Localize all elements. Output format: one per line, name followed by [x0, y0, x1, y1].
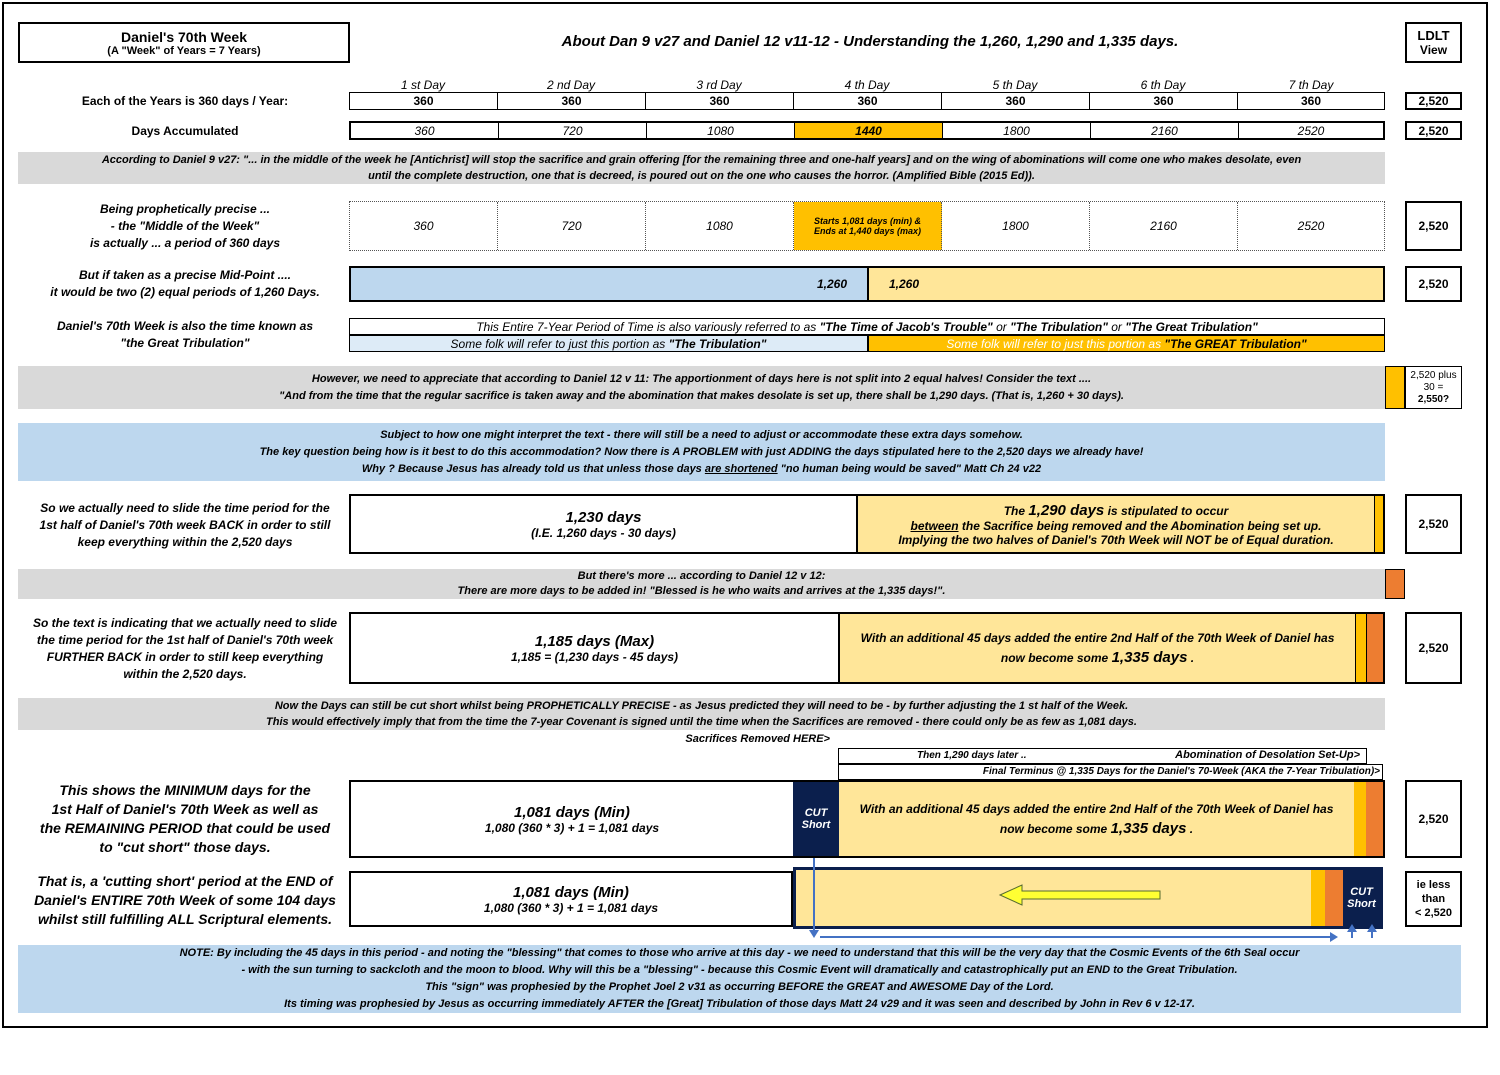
trib-left-b: "The Tribulation" — [668, 336, 767, 351]
slide2-r2b: 1,335 days — [1111, 649, 1188, 666]
minimum-r2b: 1,335 days — [1110, 820, 1187, 837]
precise-cell: 1080 — [646, 202, 794, 250]
precise-total: 2,520 — [1405, 201, 1462, 251]
day-header: 3 rd Day — [696, 78, 742, 92]
end-cut1: CUT — [1350, 886, 1373, 898]
midpoint-label1: But if taken as a precise Mid-Point .... — [78, 268, 292, 282]
minimum-label3: the REMAINING PERIOD that could be used — [39, 820, 331, 836]
note-line3: This "sign" was prophesied by the Prophet Joel 2 v31 as occurring BEFORE the GREAT and AWESOME Day of the Lord. — [425, 981, 1054, 993]
trib-full-d: "The Tribulation" — [1010, 319, 1108, 334]
cut-line1: Now the Days can still be cut short whilst being PROPHETICALLY PRECISE - as Jesus predicted they will need to be - by further adjusting the 1 st half of the Week. — [274, 700, 1129, 712]
end-left-big: 1,081 days (Min) — [513, 883, 629, 901]
year-cell: 360 — [794, 93, 942, 109]
slide1-r3: Implying the two halves of Daniel's 70th Week will NOT be of Equal duration. — [898, 532, 1334, 547]
precise-label2: - the "Middle of the Week" — [110, 218, 260, 233]
slide1-label2: 1st half of Daniel's 70th week BACK in order to still — [39, 517, 331, 532]
accum-cell: 360 — [351, 123, 499, 138]
minimum-left-small: 1,080 (360 * 3) + 1 = 1,081 days — [484, 820, 660, 835]
trib-label2: "the Great Tribulation" — [120, 336, 250, 350]
note-line1: NOTE: By including the 45 days in this period - and noting the "blessing" that comes to those who arrive at this day - we need to understand that this will be the very day that the Cosmic Events of the 6th Seal occur — [179, 947, 1300, 959]
slide2-r2c: . — [1187, 651, 1195, 665]
note-banner — [18, 945, 1461, 1013]
slide2-r1: With an additional 45 days added the entire 2nd Half of the 70th Week of Daniel has — [860, 631, 1335, 645]
year-cell: 360 — [498, 93, 646, 109]
year-cell: 360 — [350, 93, 498, 109]
slide1-r1a: The — [1003, 503, 1029, 518]
slide1-r1c: is stipulated to occur — [1104, 503, 1229, 518]
minimum-left-big: 1,081 days (Min) — [514, 803, 630, 821]
minimum-cut1: CUT — [804, 807, 828, 819]
subject-line3a: Why ? Because Jesus has already told us that unless those days — [361, 462, 705, 475]
dan1211-side3: 2,550? — [1417, 393, 1450, 405]
day-header: 4 th Day — [844, 78, 890, 92]
slide1-r2b: the Sacrifice being removed and the Abomination being set up. — [958, 518, 1322, 533]
trib-full-a: This Entire 7-Year Period of Time is also variously referred to as — [476, 319, 820, 334]
cut-line2: This would effectively imply that from the time the 7-year Covenant is signed until the time when the Sacrifices are removed - there could only be as few as 1,081 days. — [266, 716, 1137, 728]
up-arrow-left — [1347, 924, 1357, 938]
accum-cell: 1800 — [943, 123, 1091, 138]
trib-full-b: "The Time of Jacob's Trouble" — [819, 319, 993, 334]
ldlt-line2: View — [1419, 43, 1448, 57]
title-line2: (A "Week" of Years = 7 Years) — [107, 44, 261, 57]
day-header: 5 th Day — [992, 78, 1038, 92]
midpoint-right: 1,260 — [869, 268, 1383, 300]
midpoint-label2: it would be two (2) equal periods of 1,260 Days. — [50, 285, 320, 299]
end-label3: whilst still fulfilling ALL Scriptural elements. — [37, 910, 333, 927]
ldlt-line1: LDLT — [1417, 28, 1450, 43]
precise-mid1: Starts 1,081 days (min) & — [813, 216, 922, 226]
trib-label1: Daniel's 70th Week is also the time known as — [56, 319, 314, 333]
slide2-label2: the time period for the 1st half of Daniel's 70th week — [36, 633, 334, 647]
accum-cell: 2520 — [1297, 123, 1325, 138]
minimum-r2c: . — [1186, 822, 1194, 836]
end-label1: That is, a 'cutting short' period at the END of — [37, 872, 333, 889]
more-line1: But there's more ... according to Daniel 12 v 12: — [577, 570, 826, 582]
accum-cell: 2160 — [1091, 123, 1239, 138]
minimum-cut2: Short — [801, 819, 831, 831]
slide2-label1: So the text is indicating that we actually need to slide — [32, 616, 338, 630]
day-header: 7 th Day — [1288, 78, 1334, 92]
then1290-text: Then 1,290 days later .. — [917, 750, 1027, 761]
right-arrow — [820, 932, 1338, 942]
terminus-text: Final Terminus @ 1,335 Days for the Daniel's 70-Week (AKA the 7-Year Tribulation)> — [982, 766, 1380, 777]
accum-cell-highlight: 1440 — [795, 123, 943, 138]
end-left-small: 1,080 (360 * 3) + 1 = 1,081 days — [483, 900, 659, 915]
sacrifices-marker: Sacrifices Removed HERE> — [685, 733, 830, 745]
accum-cell: 1080 — [647, 123, 795, 138]
trib-full-f: "The Great Tribulation" — [1125, 319, 1258, 334]
main-title: About Dan 9 v27 and Daniel 12 v11-12 - Understanding the 1,260, 1,290 and 1,335 days. — [561, 33, 1179, 50]
minimum-r2a: now become some — [999, 822, 1111, 836]
slide1-left-big: 1,230 days — [565, 508, 642, 526]
end-label2: Daniel's ENTIRE 70th Week of some 104 days — [34, 891, 336, 908]
subject-line3c: "no human being would be saved" Matt Ch 24 v22 — [777, 462, 1042, 475]
trib-left-a: Some folk will refer to just this portion as — [450, 336, 669, 351]
end-side1: ie less — [1416, 879, 1451, 891]
slide2-label3: FURTHER BACK in order to still keep everything — [46, 650, 324, 664]
day-header: 1 st Day — [400, 78, 445, 92]
years-row-label: Each of the Years is 360 days / Year: — [81, 94, 289, 108]
slide2-r2a: now become some — [1000, 651, 1112, 665]
year-cell: 360 — [1300, 94, 1322, 108]
precise-mid2: Ends at 1,440 days (max) — [813, 226, 922, 236]
yellow-left-arrow — [1000, 885, 1160, 905]
note-line2: - with the sun turning to sackcloth and the moon to blood. Why will this be a "blessing" - because this Cosmic Event will dramatically and catastrophically put an END to the Great Tribulation. — [241, 964, 1238, 976]
down-arrow — [809, 858, 819, 938]
end-side2: than — [1421, 893, 1446, 905]
end-cut2: Short — [1347, 898, 1376, 910]
precise-cell: 2160 — [1090, 202, 1238, 250]
trib-right-b: "The GREAT Tribulation" — [1164, 336, 1307, 351]
dan1211-side1: 2,520 plus — [1410, 369, 1457, 381]
minimum-total: 2,520 — [1405, 780, 1462, 858]
precise-label1: Being prophetically precise ... — [99, 201, 271, 216]
slide1-label3: keep everything within the 2,520 days — [77, 534, 293, 549]
slide1-left-small: (I.E. 1,260 days - 30 days) — [531, 525, 676, 540]
accum-row-label: Days Accumulated — [131, 124, 239, 138]
precise-cell: 360 — [350, 202, 498, 250]
slide1-label1: So we actually need to slide the time period for the — [40, 500, 330, 515]
slide2-total: 2,520 — [1405, 612, 1462, 684]
day-header: 2 nd Day — [546, 78, 596, 92]
minimum-label1: This shows the MINIMUM days for the — [59, 782, 311, 798]
midpoint-left: 1,260 — [351, 268, 869, 300]
subject-line1: Subject to how one might interpret the text - there will still be a need to adjust or accommodate these extra days somehow. — [380, 428, 1023, 441]
dan1211-line2: "And from the time that the regular sacrifice is taken away and the abomination that makes desolate is set up, there shall be 1,290 days. (That is, 1,260 + 30 days). — [279, 389, 1124, 402]
day-header: 6 th Day — [1140, 78, 1186, 92]
years-total: 2,520 — [1405, 92, 1462, 110]
up-arrow-right — [1367, 924, 1377, 938]
dan1211-line1: However, we need to appreciate that according to Daniel 12 v 11: The apportionment of days here is not split into 2 equal halves! Consider the text .... — [311, 372, 1092, 385]
minimum-r1: With an additional 45 days added the entire 2nd Half of the 70th Week of Daniel has — [859, 802, 1334, 816]
dan927-line1: According to Daniel 9 v27: "... in the middle of the week he [Antichrist] will stop the sacrifice and grain offering [for the remaining three and one-half years] and on the wing of abominations will come one who makes desolate, even — [101, 154, 1302, 166]
minimum-label2: 1st Half of Daniel's 70th Week as well as — [51, 801, 319, 817]
precise-label3: is actually ... a period of 360 days — [89, 235, 281, 250]
more-line2: There are more days to be added in! "Blessed is he who waits and arrives at the 1,335 days!". — [457, 585, 946, 597]
trib-right-a: Some folk will refer to just this portion as — [946, 336, 1165, 351]
title-line1: Daniel's 70th Week — [120, 28, 247, 45]
slide1-total: 2,520 — [1405, 494, 1462, 554]
year-cell: 360 — [646, 93, 794, 109]
end-side3: < 2,520 — [1414, 907, 1452, 919]
slide1-r2a: between — [910, 518, 959, 533]
trib-full-c: or — [992, 319, 1011, 334]
slide2-label4: within the 2,520 days. — [123, 667, 247, 681]
midpoint-total: 2,520 — [1405, 266, 1462, 302]
dan927-line2: until the complete destruction, one that is decreed, is poured out on the one who causes the horror. (Amplified Bible (2015 Ed)). — [368, 170, 1035, 182]
trib-full-e: or — [1107, 319, 1126, 334]
note-line4: Its timing was prophesied by Jesus as occurring immediately AFTER the [Great] Tribulation of those days Matt 24 v29 and it was seen and described by John in Rev 6 v 12-17. — [284, 998, 1195, 1010]
slide1-r1b: 1,290 days — [1028, 501, 1105, 519]
accum-cell: 720 — [499, 123, 647, 138]
precise-cell: 1800 — [942, 202, 1090, 250]
minimum-label4: to "cut short" those days. — [99, 839, 271, 855]
subject-line3b: are shortened — [704, 462, 778, 475]
precise-cell: 2520 — [1297, 219, 1325, 233]
slide2-left-big: 1,185 days (Max) — [534, 632, 655, 650]
slide2-left-small: 1,185 = (1,230 days - 45 days) — [510, 649, 679, 664]
year-cell: 360 — [1090, 93, 1238, 109]
subject-line2: The key question being how is it best to do this accommodation? Now there is A PROBLEM with just ADDING the days stipulated here to the 2,520 days we already have! — [259, 445, 1144, 458]
accum-total: 2,520 — [1405, 121, 1462, 140]
year-cell: 360 — [942, 93, 1090, 109]
precise-cell: 720 — [498, 202, 646, 250]
abomination-text: Abomination of Desolation Set-Up> — [1175, 749, 1360, 761]
dan1211-side2: 30 = — [1423, 381, 1444, 393]
